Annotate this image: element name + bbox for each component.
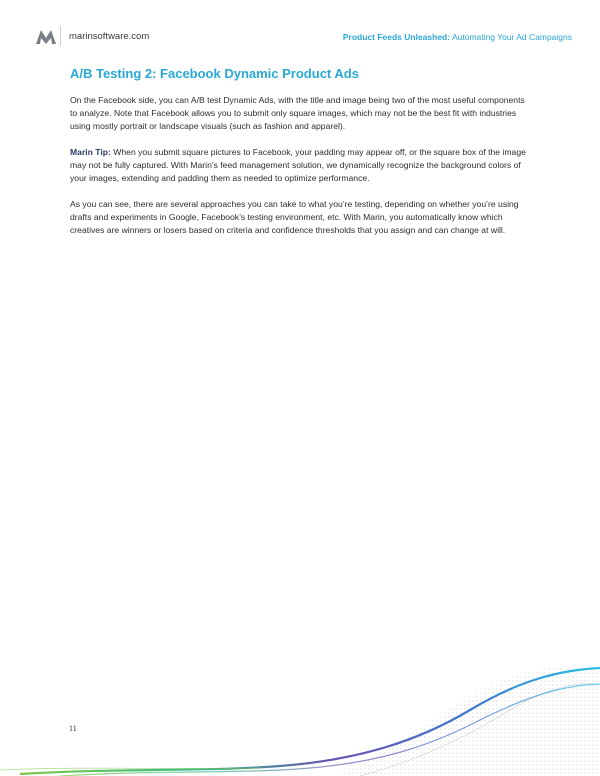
decorative-wave [0,640,600,776]
section-heading: A/B Testing 2: Facebook Dynamic Product Ads [70,66,359,81]
header-divider [60,26,61,46]
page-header [0,0,600,60]
marin-logo-icon [36,30,56,44]
document-title-rest: Automating Your Ad Campaigns [450,32,572,42]
document-title-bold: Product Feeds Unleashed: [342,32,451,42]
marin-tip-label: Marin Tip: [70,147,111,157]
document-title [343,32,572,42]
main-content [70,66,530,250]
page-number: 11 [69,724,77,733]
marin-tip-paragraph [70,146,530,185]
marin-tip-text: When you submit square pictures to Facebook, your padding may appear off, or the square box of the image may not be fully captured. With Marin’s feed management solution, we dynamically recognize the background colors of your images, extending and padding them as needed to optimize performance. [70,147,526,183]
site-domain[interactable]: marinsoftware.com [69,31,150,42]
paragraph-intro: On the Facebook side, you can A/B test Dynamic Ads, with the title and image being two of the most useful components to analyze. Note that Facebook allows you to submit only square images, which may not be the best fit with industries using mostly portrait or landscape visuals (such as fashion and apparel). [70,95,525,131]
paragraph-conclusion: As you can see, there are several approaches you can take to what you’re testing, depending on whether you’re using drafts and experiments in Google, Facebook’s testing environment, etc. With Marin, you automatically know which creatives are winners or losers based on criteria and confidence thresholds that you assign and can change at will. [70,199,519,235]
